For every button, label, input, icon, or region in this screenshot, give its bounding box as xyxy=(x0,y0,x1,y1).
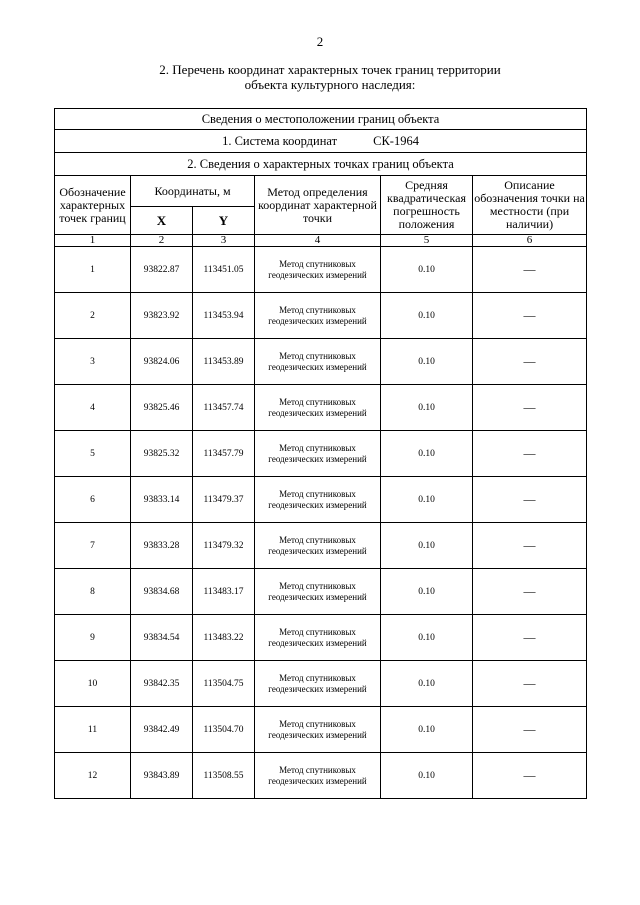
point-method xyxy=(255,339,381,385)
method-line-1: Метод спутниковых xyxy=(279,626,356,637)
header-description: Описание обозначения точки на местности (при наличии) xyxy=(473,176,587,235)
method-line-2: геодезических измерений xyxy=(268,545,367,556)
point-y: 113457.79 xyxy=(193,431,255,477)
point-number: 10 xyxy=(55,661,131,707)
method-line-1: Метод спутниковых xyxy=(279,442,356,453)
heading-line-1: 2. Перечень координат характерных точек границ территории xyxy=(159,62,501,77)
point-description: — xyxy=(473,477,587,523)
point-number: 4 xyxy=(55,385,131,431)
coordinate-system-label: 1. Система координат xyxy=(222,133,338,148)
point-error: 0.10 xyxy=(381,247,473,293)
point-description: — xyxy=(473,385,587,431)
column-number: 1 xyxy=(55,235,131,247)
point-y: 113453.89 xyxy=(193,339,255,385)
method-line-1: Метод спутниковых xyxy=(279,764,356,775)
point-number: 11 xyxy=(55,707,131,753)
header-x: X xyxy=(131,207,193,235)
point-description: — xyxy=(473,523,587,569)
point-y: 113457.74 xyxy=(193,385,255,431)
point-method xyxy=(255,247,381,293)
point-method xyxy=(255,753,381,799)
point-error: 0.10 xyxy=(381,477,473,523)
point-method xyxy=(255,293,381,339)
point-description: — xyxy=(473,339,587,385)
header-coordinates: Координаты, м xyxy=(131,176,255,207)
table-head xyxy=(55,109,587,247)
point-method xyxy=(255,523,381,569)
point-number: 7 xyxy=(55,523,131,569)
point-description: — xyxy=(473,431,587,477)
method-line-1: Метод спутниковых xyxy=(279,488,356,499)
point-error: 0.10 xyxy=(381,569,473,615)
column-number: 2 xyxy=(131,235,193,247)
point-method xyxy=(255,569,381,615)
point-x: 93822.87 xyxy=(131,247,193,293)
point-number: 8 xyxy=(55,569,131,615)
point-error: 0.10 xyxy=(381,293,473,339)
method-line-2: геодезических измерений xyxy=(268,269,367,280)
header-method: Метод определения координат характерной точки xyxy=(255,176,381,235)
method-line-1: Метод спутниковых xyxy=(279,718,356,729)
table-row xyxy=(55,339,587,385)
method-line-1: Метод спутниковых xyxy=(279,580,356,591)
point-error: 0.10 xyxy=(381,661,473,707)
method-line-1: Метод спутниковых xyxy=(279,534,356,545)
header-y: Y xyxy=(193,207,255,235)
table-row xyxy=(55,431,587,477)
point-x: 93825.46 xyxy=(131,385,193,431)
point-y: 113483.17 xyxy=(193,569,255,615)
point-x: 93823.92 xyxy=(131,293,193,339)
table-row xyxy=(55,569,587,615)
point-y: 113451.05 xyxy=(193,247,255,293)
point-method xyxy=(255,477,381,523)
point-x: 93842.49 xyxy=(131,707,193,753)
column-number: 5 xyxy=(381,235,473,247)
method-line-2: геодезических измерений xyxy=(268,775,367,786)
point-error: 0.10 xyxy=(381,615,473,661)
table-row xyxy=(55,707,587,753)
page-number: 2 xyxy=(316,34,324,49)
point-number: 5 xyxy=(55,431,131,477)
point-description: — xyxy=(473,569,587,615)
point-y: 113479.37 xyxy=(193,477,255,523)
point-y: 113504.70 xyxy=(193,707,255,753)
point-x: 93842.35 xyxy=(131,661,193,707)
point-x: 93833.28 xyxy=(131,523,193,569)
points-title: 2. Сведения о характерных точках границ объекта xyxy=(55,153,587,176)
document-heading xyxy=(60,62,600,92)
point-method xyxy=(255,385,381,431)
point-number: 6 xyxy=(55,477,131,523)
point-method xyxy=(255,615,381,661)
point-y: 113508.55 xyxy=(193,753,255,799)
point-description: — xyxy=(473,707,587,753)
point-error: 0.10 xyxy=(381,753,473,799)
method-line-2: геодезических измерений xyxy=(268,315,367,326)
point-error: 0.10 xyxy=(381,523,473,569)
method-line-2: геодезических измерений xyxy=(268,453,367,464)
point-y: 113504.75 xyxy=(193,661,255,707)
point-error: 0.10 xyxy=(381,339,473,385)
point-x: 93833.14 xyxy=(131,477,193,523)
point-error: 0.10 xyxy=(381,431,473,477)
point-description: — xyxy=(473,661,587,707)
table-row xyxy=(55,293,587,339)
method-line-1: Метод спутниковых xyxy=(279,396,356,407)
method-line-2: геодезических измерений xyxy=(268,361,367,372)
point-description: — xyxy=(473,753,587,799)
point-description: — xyxy=(473,247,587,293)
coordinate-system-value: СК-1964 xyxy=(373,133,419,148)
method-line-2: геодезических измерений xyxy=(268,729,367,740)
table-row xyxy=(55,247,587,293)
method-line-1: Метод спутниковых xyxy=(279,350,356,361)
point-method xyxy=(255,707,381,753)
method-line-1: Метод спутниковых xyxy=(279,304,356,315)
point-x: 93843.89 xyxy=(131,753,193,799)
coordinate-system-row xyxy=(55,130,587,153)
point-x: 93825.32 xyxy=(131,431,193,477)
column-number: 4 xyxy=(255,235,381,247)
method-line-2: геодезических измерений xyxy=(268,591,367,602)
point-method xyxy=(255,431,381,477)
point-error: 0.10 xyxy=(381,385,473,431)
column-number: 3 xyxy=(193,235,255,247)
point-y: 113479.32 xyxy=(193,523,255,569)
point-error: 0.10 xyxy=(381,707,473,753)
header-error: Средняя квадратическая погрешность положения xyxy=(381,176,473,235)
header-designation: Обозначение характерных точек границ xyxy=(55,176,131,235)
method-line-1: Метод спутниковых xyxy=(279,258,356,269)
method-line-2: геодезических измерений xyxy=(268,407,367,418)
point-method xyxy=(255,661,381,707)
point-number: 2 xyxy=(55,293,131,339)
table-row xyxy=(55,753,587,799)
point-number: 12 xyxy=(55,753,131,799)
table-row xyxy=(55,477,587,523)
heading-line-2: объекта культурного наследия: xyxy=(244,77,416,92)
table-row xyxy=(55,523,587,569)
point-number: 3 xyxy=(55,339,131,385)
table-body xyxy=(55,247,587,799)
point-number: 9 xyxy=(55,615,131,661)
point-y: 113483.22 xyxy=(193,615,255,661)
method-line-2: геодезических измерений xyxy=(268,683,367,694)
point-number: 1 xyxy=(55,247,131,293)
coordinates-table xyxy=(54,108,587,799)
column-number: 6 xyxy=(473,235,587,247)
method-line-2: геодезических измерений xyxy=(268,499,367,510)
method-line-2: геодезических измерений xyxy=(268,637,367,648)
point-y: 113453.94 xyxy=(193,293,255,339)
table-row xyxy=(55,385,587,431)
point-x: 93834.54 xyxy=(131,615,193,661)
point-description: — xyxy=(473,615,587,661)
table-row xyxy=(55,661,587,707)
section-title: Сведения о местоположении границ объекта xyxy=(55,109,587,130)
method-line-1: Метод спутниковых xyxy=(279,672,356,683)
point-x: 93824.06 xyxy=(131,339,193,385)
point-x: 93834.68 xyxy=(131,569,193,615)
point-description: — xyxy=(473,293,587,339)
table-row xyxy=(55,615,587,661)
